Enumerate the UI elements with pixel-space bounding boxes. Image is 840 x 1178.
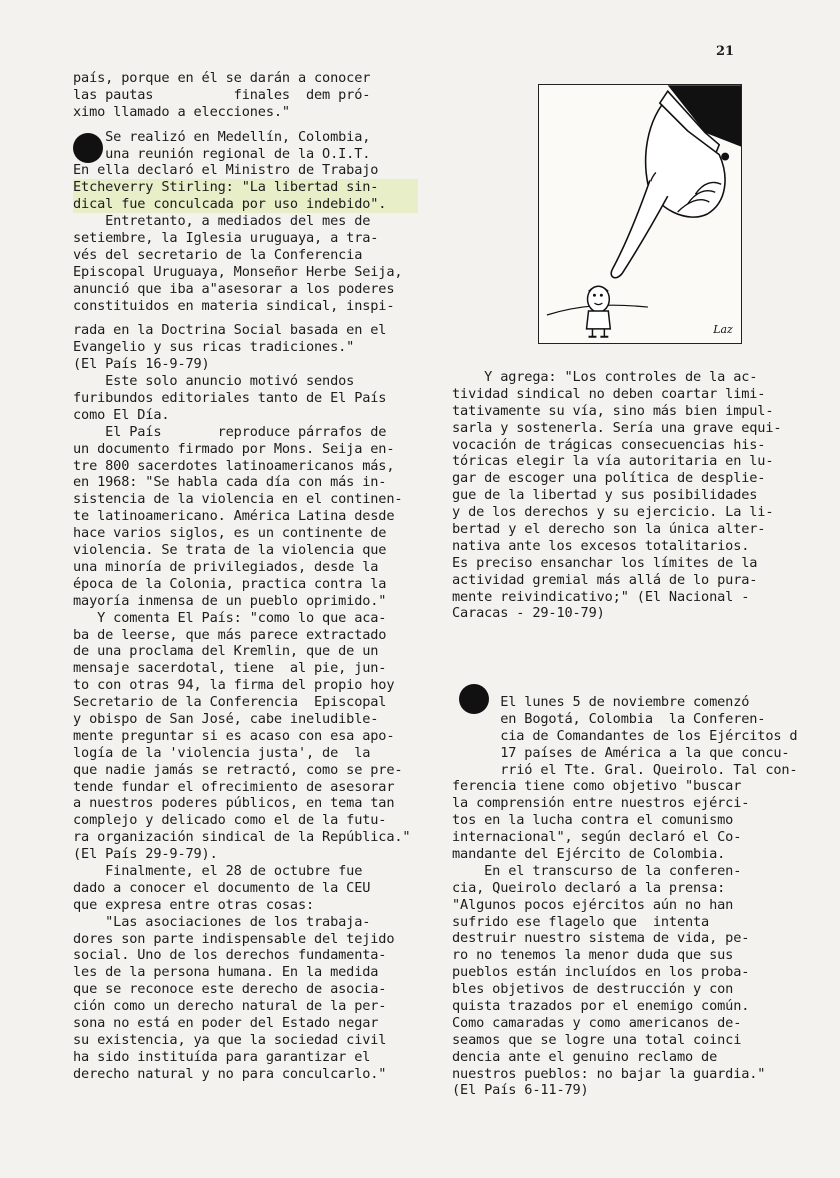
text-line: setiembre, la Iglesia uruguaya, a tra- (73, 230, 379, 247)
text-line: derecho natural y no para conculcarlo." (73, 1065, 387, 1082)
text-line: Evangelio y sus ricas tradiciones." (73, 339, 355, 356)
text-line: complejo y delicado como el de la futu- (73, 812, 387, 829)
text-line: su existencia, ya que la sociedad civil (73, 1031, 387, 1048)
text-line: Finalmente, el 28 de octubre fue (73, 862, 363, 879)
text-line: (El País 16-9-79) (73, 356, 210, 373)
text-line: quista trazados por el enemigo común. (452, 998, 750, 1015)
text-line: (El País 6-11-79) (452, 1082, 589, 1099)
cartoon-illustration (538, 84, 742, 344)
text-line: 17 países de América a la que concu- (452, 744, 790, 761)
text-line: hace varios siglos, es un continente de (73, 525, 387, 542)
text-line: ximo llamado a elecciones." (73, 103, 290, 120)
text-line: sona no está en poder del Estado negar (73, 1014, 379, 1031)
text-line: ción como un derecho natural de la per- (73, 998, 387, 1015)
text-line: Episcopal Uruguaya, Monseñor Herbe Seija, (73, 263, 403, 280)
text-line: Y agrega: "Los controles de la ac- (452, 369, 758, 385)
text-line: tre 800 sacerdotes latinoamericanos más, (73, 457, 395, 474)
text-line: mandante del Ejército de Colombia. (452, 846, 726, 863)
right-column-top-text (452, 369, 797, 622)
text-line: ferencia tiene como objetivo "buscar (452, 778, 742, 795)
text-line: sistencia de la violencia en el continen- (73, 491, 403, 508)
text-line: ha sido instituída para garantizar el (73, 1048, 371, 1065)
text-line: rada en la Doctrina Social basada en el (73, 322, 387, 339)
text-line: Se realizó en Medellín, Colombia, (73, 128, 371, 145)
text-line: tende fundar el ofrecimiento de asesorar (73, 778, 395, 795)
text-line: tividad sindical no deben coartar limi- (452, 385, 766, 402)
text-line: país, porque en él se darán a conocer (73, 70, 371, 86)
text-line: dencia ante el genuino reclamo de (452, 1048, 718, 1065)
page-number: 21 (716, 44, 735, 59)
text-line: y obispo de San José, cabe ineludible- (73, 710, 379, 727)
text-line: to con otras 94, la firma del propio hoy (73, 677, 395, 694)
text-line: rrió el Tte. Gral. Queirolo. Tal con- (452, 761, 798, 778)
text-line: te latinoamericano. América Latina desde (73, 508, 395, 525)
text-line: anunció que iba a"asesorar a los poderes (73, 280, 395, 297)
text-line: como El Día. (73, 406, 170, 423)
text-line: Secretario de la Conferencia Episcopal (73, 694, 387, 711)
text-line: ra organización sindical de la República." (73, 829, 411, 846)
text-line: Como camaradas y como americanos de- (452, 1014, 742, 1031)
text-line: vés del secretario de la Conferencia (73, 246, 363, 263)
text-line: tos en la lucha contra el comunismo (452, 812, 734, 829)
text-line: Este solo anuncio motivó sendos (73, 373, 355, 390)
text-line: (El País 29-9-79). (73, 846, 218, 863)
text-line: las pautas finales dem pró- (73, 86, 371, 103)
text-line: una minoría de privilegiados, desde la (73, 558, 379, 575)
text-line: dical fue conculcada por uso indebido". (73, 196, 418, 213)
text-line: internacional", según declaró el Co- (452, 829, 742, 846)
text-line: una reunión regional de la O.I.T. (73, 145, 371, 162)
text-line: El lunes 5 de noviembre comenzó (452, 694, 750, 710)
text-line: en Bogotá, Colombia la Conferen- (452, 710, 766, 727)
text-line: que nadie jamás se retractó, como se pre- (73, 761, 403, 778)
text-line: mente reivindicativo;" (El Nacional - (452, 588, 750, 605)
text-line: furibundos editoriales tanto de El País (73, 390, 387, 407)
cartoon-signature: Laz (713, 322, 733, 336)
text-line: El País reproduce párrafos de (73, 423, 387, 440)
text-line: gue de la libertad y sus posibilidades (452, 487, 758, 504)
text-line: cia, Queirolo declaró a la prensa: (452, 879, 726, 896)
text-line: dores son parte indispensable del tejido (73, 930, 395, 947)
text-line: les de la persona humana. En la medida (73, 964, 379, 981)
text-line: actividad gremial más allá de lo pura- (452, 571, 758, 588)
text-line: mente preguntar si es acaso con esa apo- (73, 727, 395, 744)
text-line: a nuestros poderes públicos, en tema tan (73, 795, 395, 812)
text-line: nuestros pueblos: no bajar la guardia." (452, 1065, 766, 1082)
text-line: Y comenta El País: "como lo que aca- (73, 609, 387, 626)
text-line: sufrido ese flagelo que intenta (452, 913, 710, 930)
text-line: la comprensión entre nuestros ejérci- (452, 795, 750, 812)
text-line: tativamente su vía, sino más bien impul- (452, 402, 774, 419)
text-line: bles objetivos de destrucción y con (452, 981, 734, 998)
text-line: que se reconoce este derecho de asocia- (73, 981, 387, 998)
text-line: en 1968: "Se habla cada día con más in- (73, 474, 387, 491)
text-line: mensaje sacerdotal, tiene al pie, jun- (73, 660, 387, 677)
paragraph-gap (73, 314, 418, 322)
cartoon-drawing (539, 85, 741, 343)
text-line: logía de la 'violencia justa', de la (73, 744, 371, 761)
text-line: ba de leerse, que más parece extractado (73, 626, 387, 643)
text-line: constituidos en materia sindical, inspi- (73, 297, 395, 314)
text-line: dado a conocer el documento de la CEU (73, 879, 371, 896)
text-line: pueblos están incluídos en los proba- (452, 964, 750, 981)
left-column-text (73, 70, 418, 1083)
text-line: de una proclama del Kremlin, que de un (73, 643, 379, 660)
text-line: "Las asociaciones de los trabaja- (73, 913, 371, 930)
text-line: nativa ante los excesos totalitarios. (452, 537, 750, 554)
text-line: destruir nuestro sistema de vida, pe- (452, 930, 750, 947)
text-line: En ella declaró el Ministro de Trabajo (73, 162, 379, 179)
text-line: un documento firmado por Mons. Seija en- (73, 440, 395, 457)
paragraph-gap (73, 121, 418, 129)
text-line: bertad y el derecho son la única alter- (452, 521, 766, 538)
text-line: Entretanto, a mediados del mes de (73, 213, 371, 230)
text-line: vocación de trágicas consecuencias his- (452, 436, 766, 453)
text-line: "Algunos pocos ejércitos aún no han (452, 896, 734, 913)
text-line: En el transcurso de la conferen- (452, 862, 742, 879)
text-line: violencia. Se trata de la violencia que (73, 542, 387, 559)
text-line: tóricas elegir la vía autoritaria en lu- (452, 453, 774, 470)
right-column-bottom-text (452, 694, 797, 1099)
text-line: y de los derechos y su ejercicio. La li- (452, 504, 774, 521)
text-line: Caracas - 29-10-79) (452, 605, 605, 622)
text-line: época de la Colonia, practica contra la (73, 575, 387, 592)
text-line: mayoría inmensa de un pueblo oprimido." (73, 592, 387, 609)
text-line: Etcheverry Stirling: "La libertad sin- (73, 179, 418, 196)
text-line: cia de Comandantes de los Ejércitos d (452, 727, 798, 744)
text-line: Es preciso ensanchar los límites de la (452, 554, 758, 571)
text-line: que expresa entre otras cosas: (73, 896, 315, 913)
text-line: sarla y sostenerla. Sería una grave equi- (452, 419, 782, 436)
text-line: gar de escoger una política de desplie- (452, 470, 766, 487)
text-line: seamos que se logre una total coinci (452, 1031, 742, 1048)
text-line: social. Uno de los derechos fundamenta- (73, 947, 387, 964)
text-line: ro no tenemos la menor duda que sus (452, 947, 734, 964)
